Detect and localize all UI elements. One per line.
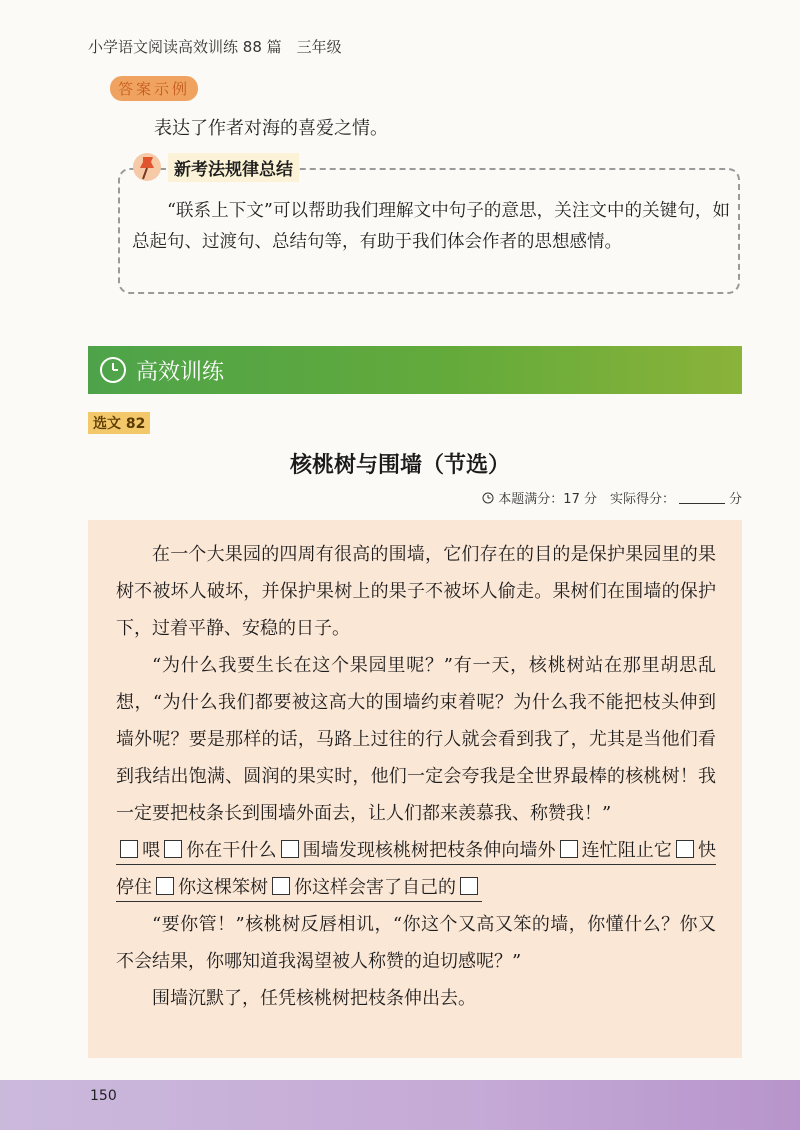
running-head: 小学语文阅读高效训练 88 篇 三年级	[88, 38, 342, 56]
footer-band	[0, 1080, 800, 1130]
score-line	[482, 488, 742, 507]
punctuation-box-8[interactable]	[460, 877, 478, 895]
answer-example-text: 表达了作者对海的喜爱之情。	[154, 118, 388, 139]
small-clock-icon	[482, 492, 494, 504]
tip-text: “联系上下文”可以帮助我们理解文中句子的意思，关注文中的关键句，如总起句、过渡句、总结句等，有助于我们体会作者的思想感情。	[132, 201, 730, 252]
punctuation-box-5[interactable]	[676, 840, 694, 858]
exercise-segment: 围墙发现核桃树把枝条伸向墙外	[302, 840, 556, 861]
article-title: 核桃树与围墙（节选）	[289, 453, 510, 478]
exercise-segment: 你这样会害了自己的	[294, 877, 456, 898]
score-label: 本题满分：17 分 实际得分：	[498, 492, 675, 507]
tip-title: 新考法规律总结	[168, 153, 299, 182]
tip-header	[130, 150, 299, 184]
punctuation-box-3[interactable]	[281, 840, 299, 858]
score-blank[interactable]	[679, 491, 725, 504]
score-unit: 分	[728, 492, 742, 507]
pushpin-icon	[130, 150, 164, 184]
exercise-segment: 你在干什么	[186, 840, 277, 861]
exercise-segment: 连忙阻止它	[581, 840, 672, 861]
paragraph-4: 围墙沉默了，任凭核桃树把枝条伸出去。	[152, 988, 476, 1009]
punctuation-exercise-line	[116, 840, 716, 902]
punctuation-box-2[interactable]	[164, 840, 182, 858]
exercise-segment: 喂	[142, 840, 161, 861]
paragraph-1: 在一个大果园的四周有很高的围墙，它们存在的目的是保护果园里的果树不被坏人破坏，并保护果树上的果子不被坏人偷走。果树们在围墙的保护下，过着平静、安稳的日子。	[116, 544, 716, 639]
punctuation-box-6[interactable]	[156, 877, 174, 895]
punctuation-box-1[interactable]	[120, 840, 138, 858]
exercise-segment: 快停住	[116, 840, 717, 898]
page-number: 150	[90, 1088, 117, 1104]
passage-number-tag: 选文 82	[88, 412, 150, 434]
passage-body	[116, 536, 716, 1017]
punctuation-box-4[interactable]	[560, 840, 578, 858]
answer-example-tag: 答案示例	[110, 76, 198, 101]
clock-icon	[98, 355, 128, 385]
section-title: 高效训练	[136, 359, 225, 385]
paragraph-2: “为什么我要生长在这个果园里呢？”有一天，核桃树站在那里胡思乱想，“为什么我们都要被这高大的围墙约束着呢？为什么我不能把枝头伸到墙外呢？要是那样的话，马路上过往的行人就会看到我了，尤其是当他们看到我结出饱满、圆润的果实时，他们一定会夸我是全世界最棒的核桃树！我一定要把枝条长到围墙外面去，让人们都来羡慕我、称赞我！”	[116, 655, 716, 824]
punctuation-box-7[interactable]	[272, 877, 290, 895]
paragraph-3: “要你管！”核桃树反唇相讥，“你这个又高又笨的墙，你懂什么？你又不会结果，你哪知道我渴望被人称赞的迫切感呢？”	[116, 914, 716, 972]
punctuation-exercise	[116, 832, 716, 906]
section-banner	[88, 346, 742, 394]
exercise-segment: 你这棵笨树	[178, 877, 268, 898]
